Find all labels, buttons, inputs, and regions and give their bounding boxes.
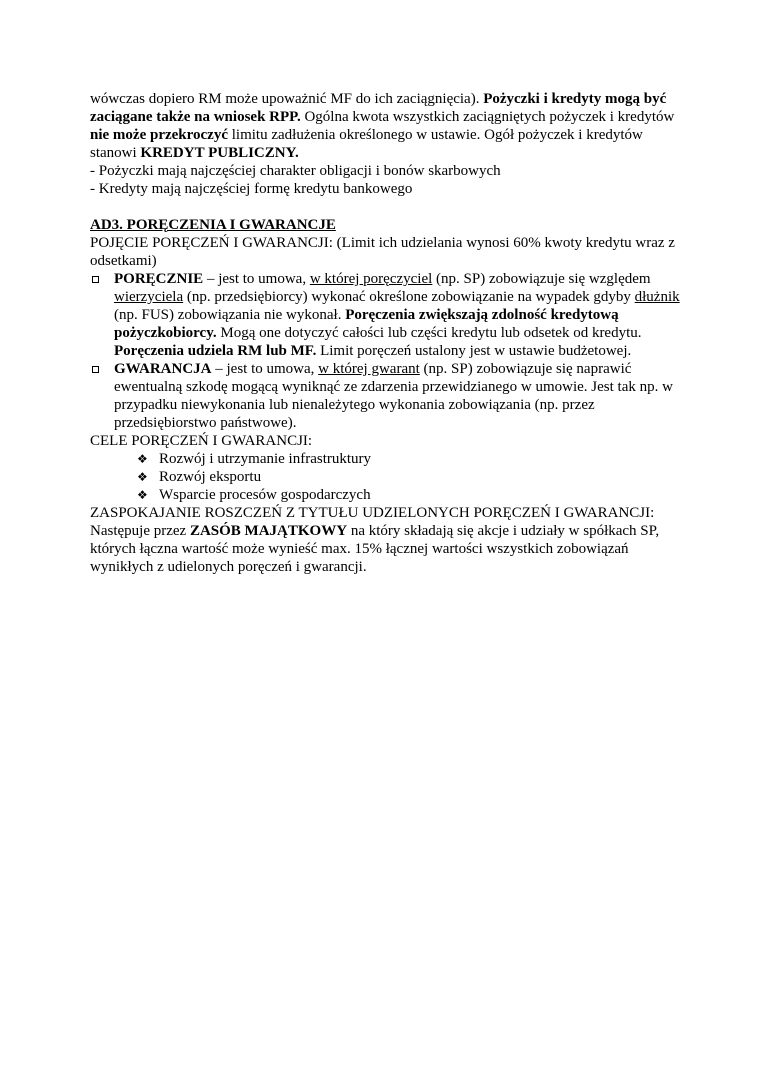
- list-item-poreczenie: [90, 270, 680, 360]
- four-diamond-bullet-icon: ❖: [137, 488, 148, 502]
- intro-line-credits: - Kredyty mają najczęściej formę kredytu bankowego: [90, 181, 413, 197]
- poreczenie-underline-1: w której poręczyciel: [309, 271, 433, 287]
- poreczenie-bold-2: Poręczenia zwiększają zdolność kredytową pożyczkobiorcy.: [114, 307, 619, 341]
- list-item: [90, 486, 680, 504]
- poreczenie-term: PORĘCZNIE: [114, 271, 204, 287]
- document-page: [90, 90, 680, 576]
- poreczenie-text-4: (np. FUS) zobowiązania nie wykonał.: [114, 307, 346, 323]
- gwarancja-text-2: (np. SP) zobowiązuje się naprawić ewentualną szkodę mogącą wyniknąć ze zdarzenia przewidzianego w umowie. Jest tak np. w przypadku niewykonania lub nienależytego wykonania zobowiązania (np. przez przedsiębiorstwo państwowe).: [114, 361, 673, 431]
- poreczenie-underline-3: dłużnik: [634, 289, 680, 305]
- intro-bold-2: nie może przekroczyć: [90, 127, 228, 143]
- square-bullet-icon: [92, 366, 99, 373]
- intro-text-2: Ogólna kwota wszystkich zaciągniętych pożyczek i kredytów: [300, 109, 675, 125]
- satisfaction-bold: ZASÓB MAJĄTKOWY: [189, 523, 348, 539]
- concept-line: POJĘCIE PORĘCZEŃ I GWARANCJI: (Limit ich udzielania wynosi 60% kwoty kredytu wraz z odsetkami): [90, 235, 675, 269]
- goals-heading: CELE PORĘCZEŃ I GWARANCJI:: [90, 433, 313, 449]
- goal-text: Rozwój eksportu: [159, 469, 262, 485]
- poreczenie-text-6: Limit poręczeń ustalony jest w ustawie budżetowej.: [316, 343, 632, 359]
- intro-paragraph: [90, 90, 680, 162]
- four-diamond-bullet-icon: ❖: [137, 452, 148, 466]
- list-item: [90, 468, 680, 486]
- square-bullet-icon: [92, 276, 99, 283]
- intro-text-1: wówczas dopiero RM może upoważnić MF do ich zaciągnięcia).: [90, 91, 484, 107]
- poreczenie-text-5: Mogą one dotyczyć całości lub części kredytu lub odsetek od kredytu.: [216, 325, 642, 341]
- poreczenie-text-1: – jest to umowa,: [203, 271, 310, 287]
- definition-list: [90, 270, 680, 432]
- section-heading: [90, 216, 680, 234]
- goal-text: Rozwój i utrzymanie infrastruktury: [159, 451, 372, 467]
- gwarancja-underline-1: w której gwarant: [318, 361, 420, 377]
- gwarancja-term: GWARANCJA: [114, 361, 212, 377]
- intro-line-loans: - Pożyczki mają najczęściej charakter obligacji i bonów skarbowych: [90, 163, 501, 179]
- gwarancja-text-1: – jest to umowa,: [211, 361, 319, 377]
- section-heading-text: AD3. PORĘCZENIA I GWARANCJE: [90, 217, 336, 233]
- satisfaction-text-1: Następuje przez: [90, 523, 190, 539]
- intro-text-3: limitu zadłużenia określonego w ustawie. Ogół pożyczek i kredytów stanowi: [90, 127, 643, 161]
- list-item-gwarancja: [90, 360, 680, 432]
- goals-list: [90, 450, 680, 504]
- satisfaction-paragraph: [90, 522, 680, 576]
- satisfaction-heading: ZASPOKAJANIE ROSZCZEŃ Z TYTUŁU UDZIELONYCH PORĘCZEŃ I GWARANCJI:: [90, 505, 655, 521]
- poreczenie-text-2: (np. SP) zobowiązuje się względem: [432, 271, 651, 287]
- poreczenie-underline-2: wierzyciela: [114, 289, 184, 305]
- four-diamond-bullet-icon: ❖: [137, 470, 148, 484]
- intro-bold-3: KREDYT PUBLICZNY.: [140, 145, 299, 161]
- goal-text: Wsparcie procesów gospodarczych: [159, 487, 371, 503]
- satisfaction-text-2: na który składają się akcje i udziały w spółkach SP, których łączna wartość może wynieść max. 15% łącznej wartości wszystkich zobowiązań wynikłych z udielonych poręczeń i gwarancji.: [90, 523, 660, 575]
- intro-bold-1: Pożyczki i kredyty mogą być zaciągane także na wniosek RPP.: [90, 91, 667, 125]
- poreczenie-text-3: (np. przedsiębiorcy) wykonać określone zobowiązanie na wypadek gdyby: [183, 289, 635, 305]
- list-item: [90, 450, 680, 468]
- poreczenie-bold-3: Poręczenia udziela RM lub MF.: [114, 343, 317, 359]
